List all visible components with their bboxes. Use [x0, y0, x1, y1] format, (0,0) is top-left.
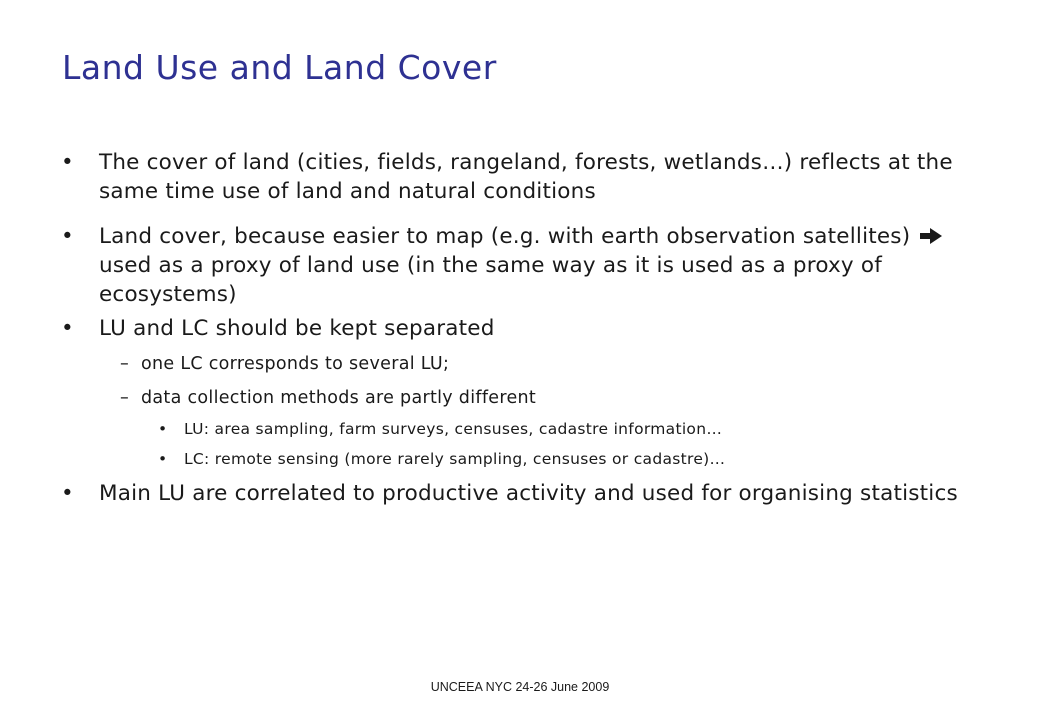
slide-title: Land Use and Land Cover — [62, 48, 497, 87]
sub-bullet-marker: – — [120, 354, 130, 374]
bullet-marker: • — [61, 316, 74, 341]
bullet-marker: • — [61, 150, 74, 175]
sub-sub-bullet-text: LU: area sampling, farm surveys, censuses, cadastre information… — [184, 420, 723, 438]
sub-sub-bullet-marker: • — [158, 450, 168, 468]
bullet-marker: • — [61, 481, 74, 506]
bullet-text: The cover of land (cities, fields, rangeland, forests, wetlands…) reflects at the same time use of land and natural conditions — [99, 150, 953, 204]
bullet-text: Land cover, because easier to map (e.g. with earth observation satellites) — [99, 224, 911, 249]
slide-body — [60, 148, 970, 508]
bullet-text: LU and LC should be kept separated — [99, 316, 495, 341]
bullet-item — [60, 148, 970, 206]
bullet-marker: • — [61, 224, 74, 249]
sub-bullet-item — [60, 386, 970, 410]
bullet-item — [60, 479, 970, 508]
sub-sub-bullet-item — [60, 419, 970, 440]
bullet-item — [60, 314, 970, 343]
slide-footer: UNCEEA NYC 24-26 June 2009 — [430, 680, 610, 694]
sub-sub-bullet-marker: • — [158, 420, 168, 438]
bullet-text: Main LU are correlated to productive activity and used for organising statistics — [99, 481, 958, 506]
bullet-text: used as a proxy of land use (in the same way as it is used as a proxy of ecosystems) — [99, 253, 883, 307]
sub-bullet-text: one LC corresponds to several LU; — [141, 354, 450, 374]
bullet-item — [60, 222, 970, 309]
sub-sub-bullet-item — [60, 449, 970, 470]
sub-bullet-text: data collection methods are partly different — [141, 388, 537, 408]
sub-bullet-item — [60, 352, 970, 376]
right-arrow-icon — [919, 227, 943, 245]
sub-sub-bullet-text: LC: remote sensing (more rarely sampling, censuses or cadastre)… — [184, 450, 726, 468]
sub-bullet-marker: – — [120, 388, 130, 408]
